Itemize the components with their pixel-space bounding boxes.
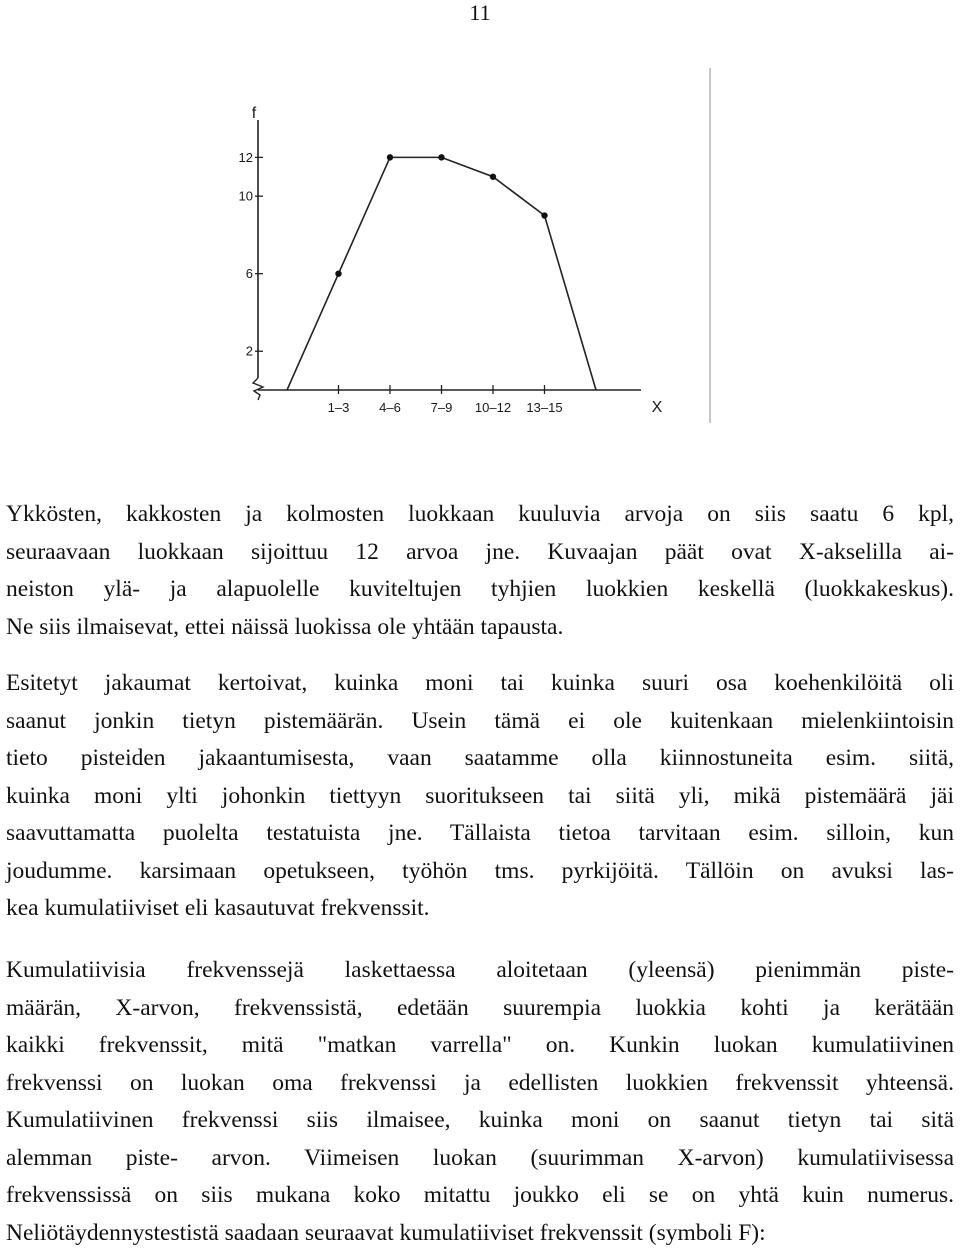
paragraph-line: Neliötäydennystestistä saadaan seuraavat kumulatiiviset frekvenssit (symboli F): xyxy=(6,1219,766,1246)
x-tick-label: 13–15 xyxy=(526,400,563,415)
paragraph-1 xyxy=(6,496,954,646)
paragraph-line: frekvenssi on luokan oma frekvenssi ja edellisten luokkien frekvenssit yhteensä. xyxy=(6,1069,954,1096)
data-point xyxy=(438,154,444,160)
paragraph-line: saanut jonkin tietyn pistemäärän. Usein tämä ei ole kuitenkaan mielenkiintoisin xyxy=(6,707,954,734)
data-point xyxy=(490,174,496,180)
x-tick-label: 1–3 xyxy=(327,400,350,415)
paragraph-line: joudumme. karsimaan opetukseen, työhön tms. pyrkijöitä. Tällöin on avuksi las- xyxy=(6,857,954,884)
paragraph-line: määrän, X-arvon, frekvenssistä, edetään suurempia luokkia kohti ja kerätään xyxy=(6,994,954,1021)
data-point xyxy=(541,212,547,218)
y-tick-label: 6 xyxy=(245,266,253,282)
paragraph-line: seuraavaan luokkaan sijoittuu 12 arvoa jne. Kuvaajan päät ovat X-akselilla ai- xyxy=(6,538,954,565)
x-axis-title: X xyxy=(651,399,663,416)
page-number: 11 xyxy=(469,0,491,25)
data-point xyxy=(387,154,393,160)
paragraph-line: kaikki frekvenssit, mitä "matkan varrella" on. Kunkin luokan kumulatiivinen xyxy=(6,1032,954,1058)
x-tick-label: 7–9 xyxy=(430,400,453,415)
paragraph-line: Kumulatiivisia frekvenssejä laskettaessa aloitetaan (yleensä) pienimmän piste- xyxy=(6,957,954,983)
frequency-polygon-chart xyxy=(225,100,725,430)
paragraph-line: alemman piste- arvon. Viimeisen luokan (suurimman X-arvon) kumulatiivisessa xyxy=(6,1144,954,1171)
paragraph-line: Kumulatiivinen frekvenssi siis ilmaisee, kuinka moni on saanut tietyn tai sitä xyxy=(6,1107,954,1133)
paragraph-3 xyxy=(6,952,954,1252)
series-line xyxy=(287,157,596,390)
paragraph-line: Esitetyt jakaumat kertoivat, kuinka moni tai kuinka suuri osa koehenkilöitä oli xyxy=(6,670,954,696)
x-tick-label: 10–12 xyxy=(474,400,512,415)
paragraph-line: neiston ylä- ja alapuolelle kuviteltujen tyhjien luokkien keskellä (luokkakeskus). xyxy=(6,576,954,602)
paragraph-line: kuinka moni ylti johonkin tiettyyn suoritukseen tai siitä yli, mikä pistemäärä jäi xyxy=(6,782,954,809)
paragraph-line: frekvenssissä on siis mukana koko mitattu joukko eli se on yhtä kuin numerus. xyxy=(6,1182,954,1208)
paragraph-line: kea kumulatiiviset eli kasautuvat frekvenssit. xyxy=(6,895,430,921)
y-tick-label: 10 xyxy=(238,188,253,204)
y-axis-title: f xyxy=(251,105,257,122)
chart-svg xyxy=(225,100,725,430)
x-tick-label: 4–6 xyxy=(379,400,401,415)
paragraph-line: Ykkösten, kakkosten ja kolmosten luokkaan kuuluvia arvoja on siis saatu 6 kpl, xyxy=(6,501,954,527)
paragraph-line: saavuttamatta puolelta testatuista jne. Tällaista tietoa tarvitaan esim. silloin, kun xyxy=(6,820,954,846)
paragraph-line: Ne siis ilmaisevat, ettei näissä luokissa ole yhtään tapausta. xyxy=(6,613,564,640)
paragraph-2 xyxy=(6,665,954,928)
paragraph-line: tieto pisteiden jakaantumisesta, vaan saatamme olla kiinnostuneita esim. siitä, xyxy=(6,745,954,771)
y-tick-label: 12 xyxy=(238,149,253,165)
y-tick-label: 2 xyxy=(245,343,253,359)
data-point xyxy=(335,270,341,276)
axis-break-mark xyxy=(253,378,263,400)
